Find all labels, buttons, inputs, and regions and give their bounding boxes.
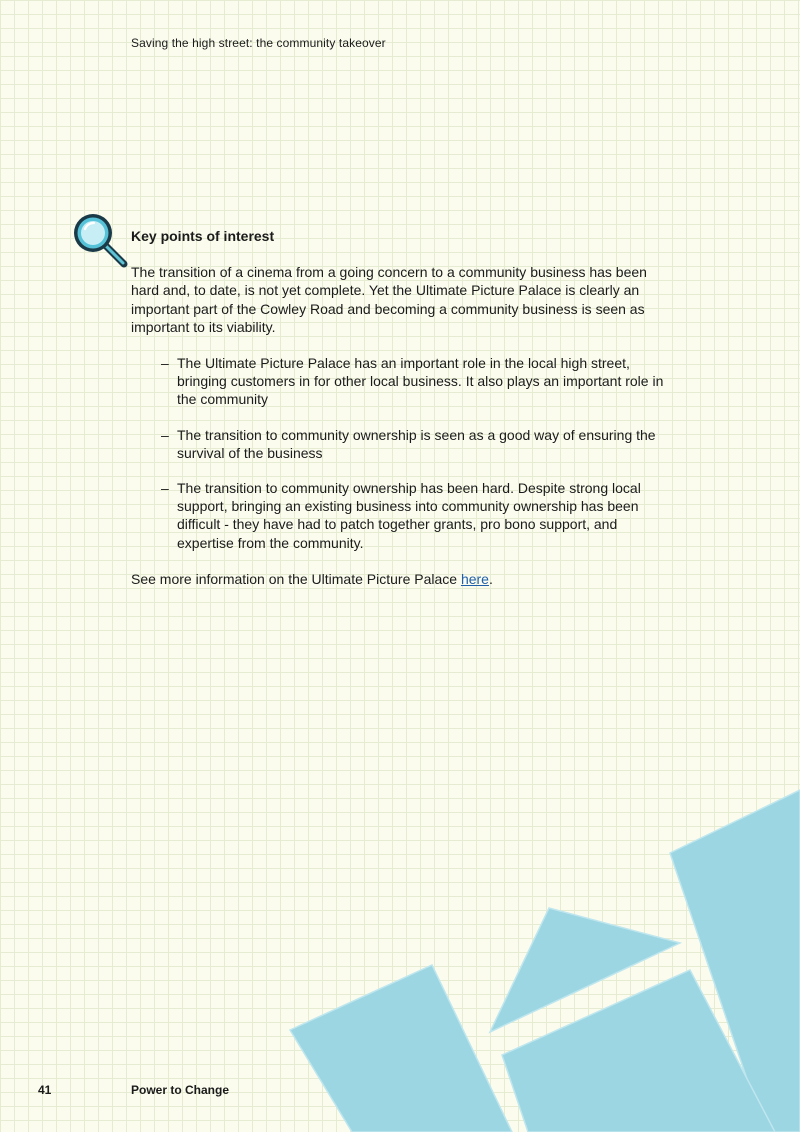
here-link[interactable]: here bbox=[460, 570, 489, 587]
shape-large-right bbox=[670, 790, 800, 1132]
list-item-text: The transition to community ownership has been hard. Despite strong local support, bringing an existing business into community ownership has been difficult - they have had to patch together grants, pro bono support, and expertise from the community. bbox=[177, 480, 641, 551]
running-header: Saving the high street: the community takeover bbox=[131, 36, 386, 50]
more-info-suffix: . bbox=[488, 570, 493, 587]
more-info-prefix: See more information on the Ultimate Picture Palace bbox=[131, 570, 461, 587]
list-item-text: The Ultimate Picture Palace has an important role in the local high street, bringing customers in for other local business. It also plays an important role in the community bbox=[177, 355, 664, 408]
shape-triangle bbox=[490, 908, 680, 1032]
bullet-dash: – bbox=[161, 480, 169, 497]
more-info-line bbox=[131, 570, 676, 588]
list-item-text: The transition to community ownership is seen as a good way of ensuring the survival of the business bbox=[177, 426, 656, 461]
shape-bottom-middle bbox=[502, 970, 775, 1132]
page-number: 41 bbox=[38, 1083, 52, 1097]
list-item bbox=[131, 479, 676, 552]
key-points-callout bbox=[131, 227, 676, 588]
shape-bottom-left bbox=[290, 965, 512, 1132]
callout-heading: Key points of interest bbox=[131, 228, 275, 244]
bullet-dash: – bbox=[161, 426, 169, 443]
callout-intro: The transition of a cinema from a going concern to a community business has been hard and, to date, is not yet complete. Yet the Ultimate Picture Palace is clearly an important part of the Cowley Road and becoming a community business is seen as important to its viability. bbox=[131, 264, 647, 335]
footer-publisher: Power to Change bbox=[131, 1083, 230, 1097]
list-item bbox=[131, 354, 676, 409]
magnifying-glass-icon bbox=[72, 212, 128, 268]
bullet-dash: – bbox=[161, 355, 169, 372]
list-item bbox=[131, 426, 676, 462]
key-points-list bbox=[131, 354, 676, 552]
